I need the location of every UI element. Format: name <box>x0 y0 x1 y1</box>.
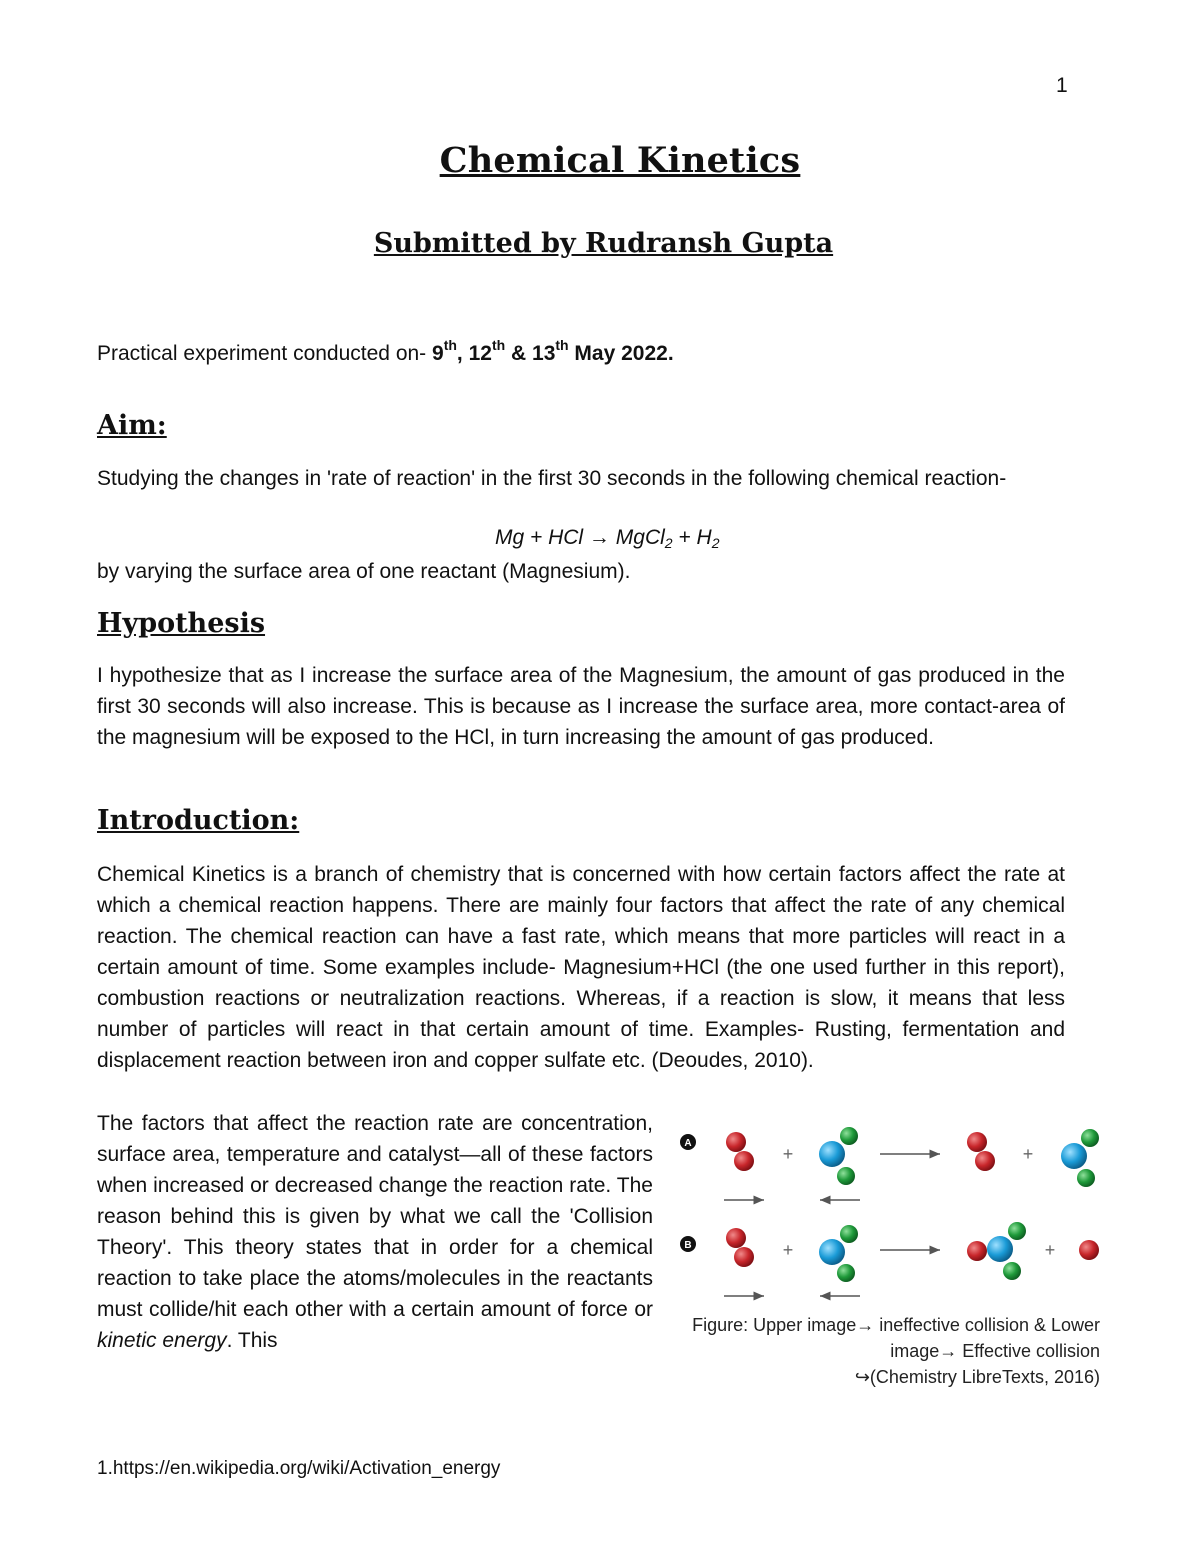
date-9: 9 <box>432 342 444 365</box>
date-12-sup: th <box>491 337 506 353</box>
factors-italic: kinetic energy <box>97 1329 227 1352</box>
label-a-text: A <box>684 1138 692 1149</box>
a-product-red-2 <box>975 1151 995 1171</box>
b-plus-1: + <box>782 1240 794 1260</box>
b-reactant-blue <box>819 1239 845 1265</box>
introduction-heading: Introduction: <box>97 805 300 836</box>
factors-end: . This <box>226 1329 278 1352</box>
practical-prefix: Practical experiment conducted on- <box>97 342 433 365</box>
b-reactant-green-top <box>840 1225 858 1243</box>
aim-text: Studying the changes in 'rate of reaction' in the first 30 seconds in the following chemical reaction- <box>97 467 1007 490</box>
aim-heading: Aim: <box>97 410 167 441</box>
aim-after-text: by varying the surface area of one reactant (Magnesium). <box>97 560 631 583</box>
collision-figure <box>672 1118 1112 1318</box>
b-reactant-green-bottom <box>837 1264 855 1282</box>
b-product-red-free <box>1079 1240 1099 1260</box>
figure-caption <box>660 1312 1100 1390</box>
footnote-link[interactable]: 1.https://en.wikipedia.org/wiki/Activation_energy <box>97 1458 501 1479</box>
reaction-equation <box>495 526 719 550</box>
date-12: 12 <box>468 342 492 365</box>
factors-main: The factors that affect the reaction rate are concentration, surface area, temperature and catalyst—all of these factors when increased or decreased change the reaction rate. The reason behind this is given by what we call the 'Collision Theory'. This theory states that in order for a chemical reaction to take place the atoms/molecules in the reactants must collide/hit each other with a certain amount of force or <box>97 1112 653 1321</box>
a-reactant-blue <box>819 1141 845 1167</box>
b-product-green-bottom <box>1003 1262 1021 1280</box>
hypothesis-text: I hypothesize that as I increase the surface area of the Magnesium, the amount of gas produced in the first 30 seconds will also increase. This is because as I increase the surface area, more contact-area of the magnesium will be exposed to the HCl, in turn increasing the amount of gas produced. <box>97 664 1065 749</box>
equation-sub-2: 2 <box>711 535 720 551</box>
a-reactant-red-2 <box>734 1151 754 1171</box>
a-plus-1: + <box>782 1144 794 1164</box>
a-reactant-green-bottom <box>837 1167 855 1185</box>
introduction-text: Chemical Kinetics is a branch of chemistry that is concerned with how certain factors affect the rate at which a chemical reaction happens. There are mainly four factors that affect the rate of any chemical reaction. The chemical reaction can have a fast rate, which means that more particles will react in a certain amount of time. Some examples include- Magnesium+HCl (the one used further in this report), combustion reactions or neutralization reactions. Whereas, if a reaction is slow, it means that less number of particles will react in that certain amount of time. Examples- Rusting, fermentation and displacement reaction between iron and copper sulfate etc. (Deoudes, 2010). <box>97 863 1065 1072</box>
date-9-sup: th <box>443 337 457 353</box>
date-13-sup: th <box>555 337 569 353</box>
b-product-red-attached <box>967 1241 987 1261</box>
caption-line-3: ↪(Chemistry LibreTexts, 2016) <box>854 1367 1100 1387</box>
date-sep-2: & <box>505 342 533 365</box>
factors-text <box>97 1108 653 1356</box>
date-suffix: May 2022. <box>568 342 674 365</box>
label-b-text: B <box>684 1240 692 1251</box>
equation-mid: + H <box>678 526 712 549</box>
b-plus-2: + <box>1044 1240 1056 1260</box>
a-reactant-red-1 <box>726 1132 746 1152</box>
a-product-blue <box>1061 1143 1087 1169</box>
a-product-green-bottom <box>1077 1169 1095 1187</box>
hypothesis-heading: Hypothesis <box>97 608 266 639</box>
caption-line-2: image→ Effective collision <box>890 1341 1100 1361</box>
equation-left: Mg + HCl → MgCl <box>495 526 665 549</box>
page-number: 1 <box>1056 74 1068 97</box>
equation-sub-1: 2 <box>664 535 673 551</box>
caption-line-1: Figure: Upper image→ ineffective collision & Lower <box>692 1315 1100 1335</box>
b-product-green-top <box>1008 1222 1026 1240</box>
b-reactant-red-2 <box>734 1247 754 1267</box>
a-product-green-top <box>1081 1129 1099 1147</box>
a-product-red-1 <box>967 1132 987 1152</box>
date-sep-1: , <box>456 342 469 365</box>
document-title: Chemical Kinetics <box>439 140 801 181</box>
b-reactant-red-1 <box>726 1228 746 1248</box>
b-product-blue <box>987 1236 1013 1262</box>
a-plus-2: + <box>1022 1144 1034 1164</box>
a-reactant-green-top <box>840 1127 858 1145</box>
document-subtitle: Submitted by Rudransh Gupta <box>373 228 834 259</box>
date-13: 13 <box>532 342 556 365</box>
practical-date-line <box>97 337 674 366</box>
